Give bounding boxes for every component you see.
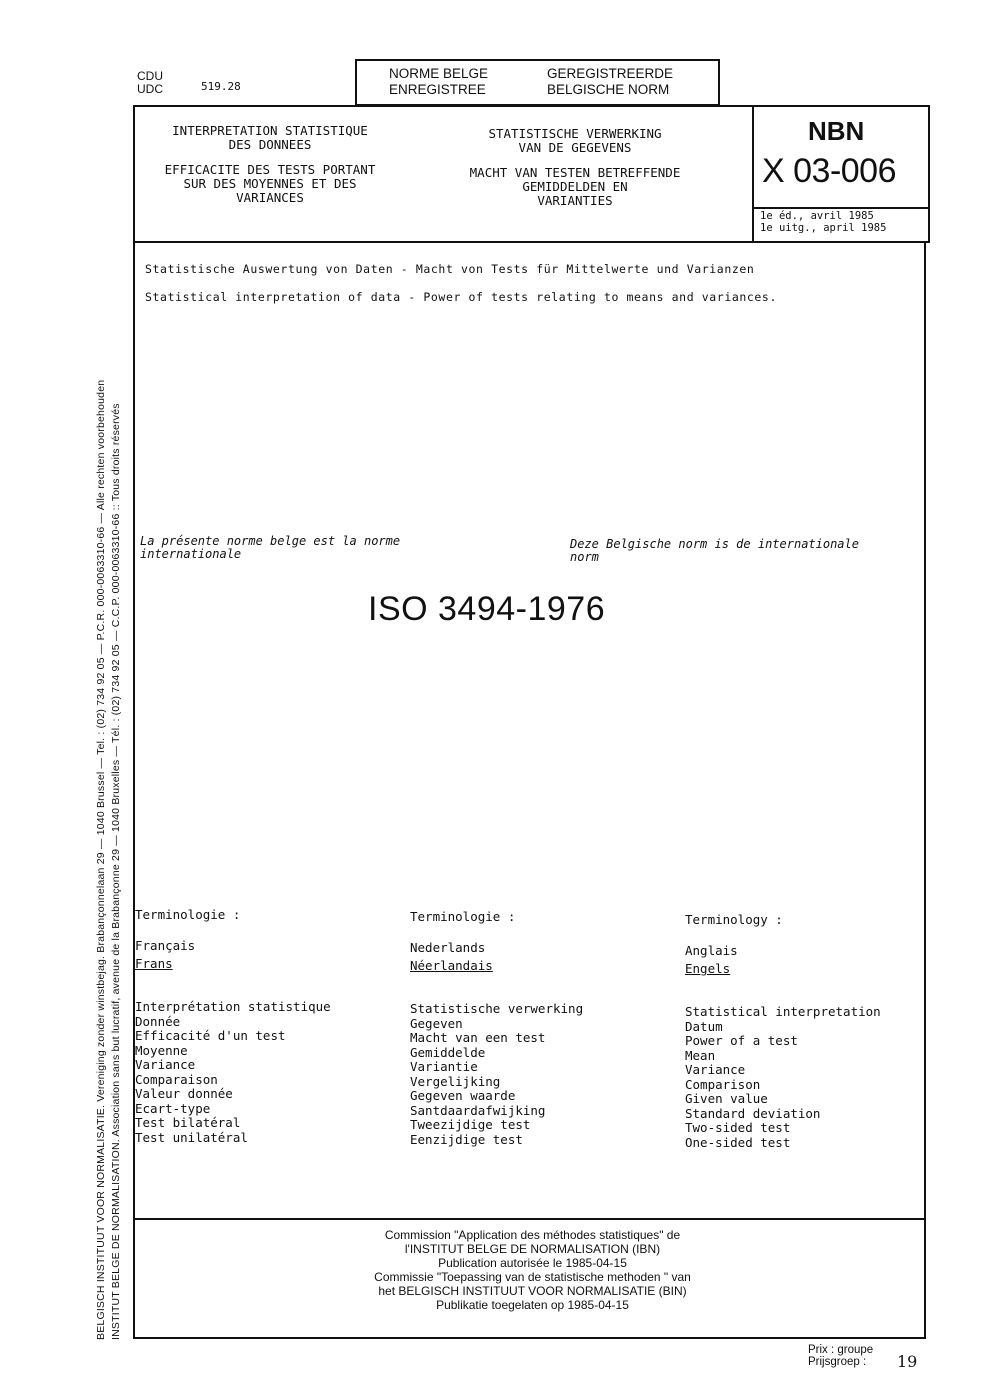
edition-nl: 1e uitg., april 1985 [760, 222, 887, 234]
language-label: Français [135, 937, 196, 953]
commission-line5: het BELGISCH INSTITUUT VOOR NORMALISATIE (BIN) [378, 1284, 687, 1298]
term-item: Mean [685, 1047, 716, 1063]
title-nl-line5: VARIANTIES [537, 193, 613, 208]
price-label-fr: Prix : groupe [808, 1344, 874, 1356]
nbn-divider-horizontal [752, 207, 930, 209]
udc-label: UDC [137, 82, 163, 96]
title-nl-line4: GEMIDDELDEN EN [522, 179, 628, 194]
term-item: Test unilatéral [135, 1129, 248, 1145]
norm-fr-line1: NORME BELGE [389, 66, 489, 81]
term-item: Macht van een test [410, 1030, 546, 1045]
nbn-divider-vertical [752, 105, 754, 241]
main-frame-right [924, 241, 926, 1339]
iso-fr-line2: internationale [140, 547, 242, 561]
norm-nl-line2: BELGISCHE NORM [547, 82, 670, 97]
commission-line4: Commissie "Toepassing van de statistische methoden " van [374, 1270, 691, 1284]
side-imprint-nl: BELGISCH INSTITUUT VOOR NORMALISATIE. Vereniging zonder winstbejag. Brabançonnelaan 29 — 1040 Brussel — Tel. : (02) 734 92 05 — P.C.R. 000-0063310-66 — Alle rechten voorbehouden [95, 379, 107, 1340]
cdu-label: CDU [137, 69, 163, 83]
main-frame-bottom [133, 1337, 926, 1339]
iso-fr-line1: La présente norme belge est la norme [140, 534, 401, 548]
term-item: Eenzijdige test [410, 1131, 523, 1147]
term-item: Santdaardafwijking [410, 1102, 546, 1118]
cdu-value: 519.28 [201, 80, 241, 93]
side-imprint-fr: INSTITUT BELGE DE NORMALISATION. Association sans but lucratif, avenue de la Brabançonne 29 — 1040 Bruxelles — Tél. : (02) 734 92 05 — C.C.P. 000-0063310-66 :: Tous droits réservés [110, 403, 122, 1340]
registered-norm-box [355, 59, 720, 106]
iso-statement-fr [140, 535, 400, 561]
term-item: Variantie [410, 1059, 478, 1074]
term-item: Moyenne [135, 1042, 188, 1058]
term-item: Comparison [685, 1076, 761, 1092]
commission-line6: Publikatie toegelaten op 1985-04-15 [436, 1298, 629, 1312]
title-nl [440, 127, 710, 208]
edition-fr: 1e éd., avril 1985 [760, 210, 874, 222]
term-item: Given value [685, 1091, 768, 1106]
commission-line3: Publication autorisée le 1985-04-15 [438, 1256, 627, 1270]
term-item: Variance [685, 1062, 746, 1077]
terminology-heading: Terminology : [685, 912, 783, 927]
term-item: Statistical interpretation [685, 1004, 881, 1019]
term-item: Interprétation statistique [135, 999, 331, 1014]
language-label-alt: Frans [135, 956, 173, 971]
norm-fr [389, 66, 488, 98]
iso-nl-line1: Deze Belgische norm is de internationale [570, 537, 859, 551]
iso-number: ISO 3494-1976 [368, 590, 606, 628]
iso-nl-line2: norm [570, 550, 599, 564]
term-item: Gegeven waarde [410, 1088, 516, 1103]
language-label: Nederlands [410, 939, 486, 955]
term-item: Test bilatéral [135, 1115, 241, 1130]
term-item: Two-sided test [685, 1120, 791, 1135]
norm-nl [547, 66, 673, 98]
terminology-heading: Terminologie : [135, 907, 241, 922]
title-nl-line2: VAN DE GEGEVENS [518, 140, 632, 155]
norm-nl-line1: GEREGISTREERDE [547, 66, 674, 81]
norm-fr-line2: ENREGISTREE [389, 82, 486, 97]
terminology-col-en [685, 913, 881, 1150]
nbn-edition [760, 210, 886, 234]
title-fr-line1: INTERPRETATION STATISTIQUE [172, 123, 368, 138]
term-item: Efficacité d'un test [135, 1028, 286, 1043]
title-nl-line1: STATISTISCHE VERWERKING [488, 126, 662, 141]
title-nl-line3: MACHT VAN TESTEN BETREFFENDE [469, 165, 681, 180]
term-item: Donnée [135, 1013, 181, 1029]
terminology-heading: Terminologie : [410, 909, 516, 924]
subtitle-de: Statistische Auswertung von Daten - Macht von Tests für Mittelwerte und Varianzen [145, 262, 755, 276]
main-frame-left [133, 241, 135, 1339]
term-item: Vergelijking [410, 1073, 501, 1089]
term-item: One-sided test [685, 1134, 791, 1150]
iso-statement-nl [570, 538, 859, 564]
title-fr-line2: DES DONNEES [228, 137, 312, 152]
language-label: Anglais [685, 942, 738, 958]
nbn-number: X 03-006 [762, 152, 896, 190]
title-fr-line5: VARIANCES [236, 190, 304, 205]
language-label-alt: Néerlandais [410, 958, 493, 973]
term-item: Statistische verwerking [410, 1001, 584, 1016]
cdu-block [137, 70, 163, 96]
term-item: Variance [135, 1057, 196, 1072]
term-item: Standard deviation [685, 1105, 821, 1121]
term-item: Gegeven [410, 1015, 463, 1031]
price-group-value: 19 [897, 1352, 918, 1371]
commission-line1: Commission "Application des méthodes statistiques" de [384, 1228, 681, 1242]
term-item: Power of a test [685, 1033, 798, 1048]
commission-divider [133, 1218, 926, 1220]
title-fr-line4: SUR DES MOYENNES ET DES [183, 176, 357, 191]
price-label-nl: Prijsgroep : [808, 1356, 867, 1368]
terminology-col-fr [135, 908, 331, 1145]
term-item: Valeur donnée [135, 1086, 233, 1101]
subtitle-en: Statistical interpretation of data - Power of tests relating to means and variances. [145, 290, 777, 304]
nbn-label: NBN [808, 116, 865, 146]
price-label [808, 1344, 873, 1368]
terminology-col-nl [410, 910, 583, 1147]
term-item: Ecart-type [135, 1100, 211, 1116]
commission-block [290, 1228, 775, 1312]
term-item: Gemiddelde [410, 1044, 486, 1060]
title-fr-line3: EFFICACITE DES TESTS PORTANT [164, 162, 376, 177]
title-fr [140, 124, 400, 205]
language-label-alt: Engels [685, 961, 731, 976]
term-item: Tweezijdige test [410, 1117, 531, 1132]
term-item: Datum [685, 1018, 723, 1034]
term-item: Comparaison [135, 1071, 218, 1087]
commission-line2: l'INSTITUT BELGE DE NORMALISATION (IBN) [404, 1242, 661, 1256]
